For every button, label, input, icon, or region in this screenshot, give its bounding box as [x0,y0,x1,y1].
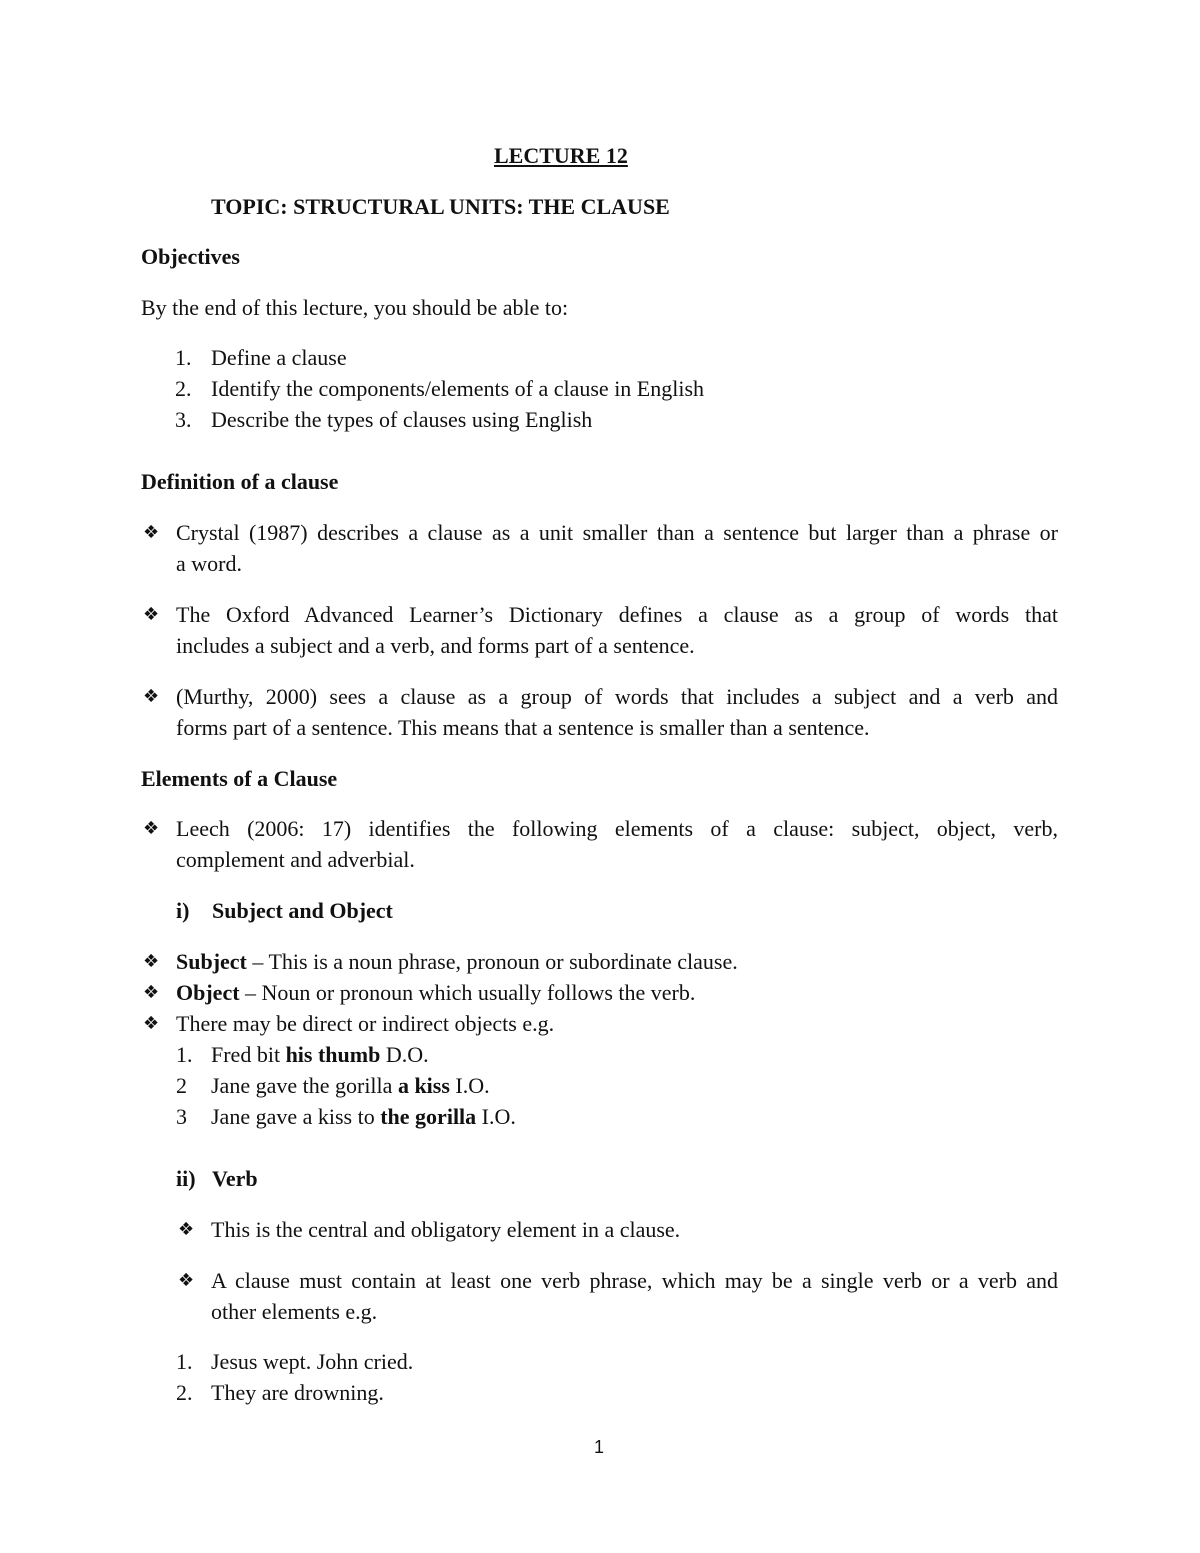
object-definition [176,980,695,1006]
example-indirect-object [211,1073,490,1099]
objective-item: Describe the types of clauses using English [211,407,593,432]
example-label: I.O. [476,1104,516,1129]
diamond-bullet-icon: ❖ [143,686,160,707]
definition-murthy-line1: (Murthy, 2000) sees a clause as a group of words that includes a subject and a verb and [176,684,1058,709]
topic-title: TOPIC: STRUCTURAL UNITS: THE CLAUSE [211,194,670,219]
objective-number: 1. [175,345,192,370]
objective-number: 3. [175,407,192,432]
verb-phrase-line2: other elements e.g. [211,1299,378,1324]
diamond-bullet-icon: ❖ [143,982,160,1003]
definition-oxford-line1: The Oxford Advanced Learner’s Dictionary defines a clause as a group of words that [176,602,1058,627]
diamond-bullet-icon: ❖ [143,522,160,543]
diamond-bullet-icon: ❖ [143,604,160,625]
elements-heading: Elements of a Clause [141,766,338,791]
definition-oxford-line2: includes a subject and a verb, and forms part of a sentence. [176,633,695,658]
lecture-title: LECTURE 12 [494,143,628,168]
definition-murthy-line2: forms part of a sentence. This means that a sentence is smaller than a sentence. [176,715,870,740]
example-indirect-object-to [211,1104,516,1130]
example-number: 2. [176,1380,193,1405]
object-term: Object [176,980,240,1005]
objective-item: Define a clause [211,345,347,370]
diamond-bullet-icon: ❖ [178,1270,195,1291]
example-number: 1. [176,1349,193,1374]
objectives-heading: Objectives [141,244,240,269]
example-text: Jane gave the gorilla [211,1073,398,1098]
subject-text: – This is a noun phrase, pronoun or subordinate clause. [246,949,738,974]
verb-central-element: This is the central and obligatory element in a clause. [211,1217,681,1242]
example-number: 1. [176,1042,193,1067]
verb-example: Jesus wept. John cried. [211,1349,414,1374]
objectives-intro: By the end of this lecture, you should be able to: [141,295,569,320]
example-highlight: his thumb [285,1042,381,1067]
definition-crystal-line2: a word. [176,551,242,576]
subject-term: Subject [176,949,247,974]
example-text: Jane gave a kiss to [211,1104,381,1129]
definition-crystal-line1: Crystal (1987) describes a clause as a unit smaller than a sentence but larger than a phrase or [176,520,1058,545]
elements-leech-line1: Leech (2006: 17) identifies the following elements of a clause: subject, object, verb, [176,816,1058,841]
subsection-number: i) [176,898,190,923]
subsection-number: ii) [176,1166,196,1191]
example-highlight: a kiss [397,1073,450,1098]
example-number: 3 [176,1104,187,1129]
objective-number: 2. [175,376,192,401]
diamond-bullet-icon: ❖ [143,1013,160,1034]
objects-note: There may be direct or indirect objects e.g. [176,1011,555,1036]
elements-leech-line2: complement and adverbial. [176,847,415,872]
example-label: I.O. [449,1073,490,1098]
diamond-bullet-icon: ❖ [178,1219,195,1240]
diamond-bullet-icon: ❖ [143,951,160,972]
example-label: D.O. [380,1042,429,1067]
example-number: 2 [176,1073,187,1098]
object-text: – Noun or pronoun which usually follows the verb. [239,980,696,1005]
example-text: Fred bit [211,1042,286,1067]
subject-definition [176,949,738,975]
verb-example: They are drowning. [211,1380,384,1405]
page-number: 1 [594,1437,605,1457]
diamond-bullet-icon: ❖ [143,818,160,839]
definition-heading: Definition of a clause [141,469,339,494]
objective-item: Identify the components/elements of a clause in English [211,376,705,401]
example-highlight: the gorilla [380,1104,477,1129]
example-direct-object [211,1042,429,1068]
subsection-title-subject-object: Subject and Object [212,898,393,923]
verb-phrase-line1: A clause must contain at least one verb phrase, which may be a single verb or a verb and [211,1268,1058,1293]
subsection-title-verb: Verb [212,1166,258,1191]
